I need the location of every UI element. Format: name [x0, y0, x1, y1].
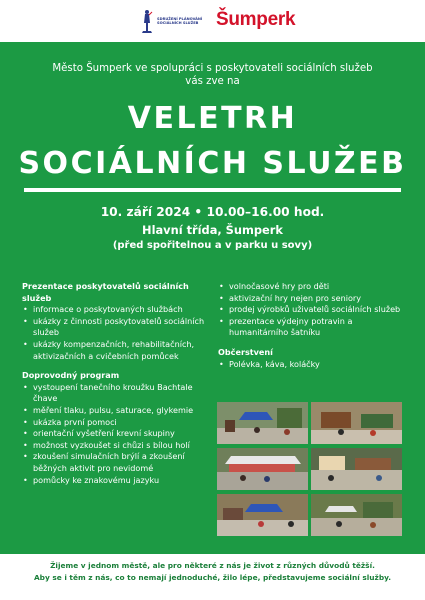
- list-item: • měření tlaku, pulsu, saturace, glykemie: [22, 405, 212, 417]
- intro-line-2: vás zve na: [185, 76, 240, 87]
- list-item: • prezentace výdejny potravin a humanitárního šatníku: [218, 316, 408, 339]
- list-item: • ukázka první pomoci: [22, 417, 212, 429]
- statue-icon: [140, 9, 154, 33]
- left-column: [22, 281, 212, 486]
- list-item: • volnočasové hry pro děti: [218, 281, 408, 293]
- left-logo-line-2: SOCIÁLNÍCH SLUŽEB: [157, 21, 199, 25]
- left-logo-line-1: SDRUŽENÍ PLÁNOVÁNÍ: [157, 16, 203, 21]
- list-item: • ukázky z činnosti poskytovatelů sociálních služeb: [22, 316, 212, 339]
- photo-event-3: [217, 448, 308, 490]
- photo-collage: [217, 402, 405, 536]
- title-line-2: SOCIÁLNÍCH SLUŽEB: [18, 146, 407, 181]
- list-item: • informace o poskytovaných službách: [22, 304, 212, 316]
- intro-line-1: Město Šumperk ve spolupráci s poskytovateli sociálních služeb: [52, 63, 373, 74]
- list-item: • aktivizační hry nejen pro seniory: [218, 293, 408, 305]
- photo-event-2: [311, 402, 402, 444]
- presentation-list: [22, 304, 212, 362]
- list-item: • Polévka, káva, koláčky: [218, 359, 408, 371]
- list-item: • vystoupení tanečního kroužku Bachtale čhave: [22, 382, 212, 405]
- divider-rule: [24, 188, 401, 192]
- list-item: • možnost vyzkoušet si chůzi s bílou holí: [22, 440, 212, 452]
- list-item: • orientační vyšetření krevní skupiny: [22, 428, 212, 440]
- footer-line-2: Aby se i těm z nás, co to nemají jednoduché, žilo lépe, představujeme sociální služby.: [33, 573, 392, 582]
- photo-event-4: [311, 448, 402, 490]
- list-item: • ukázky kompenzačních, rehabilitačních, aktivizačních a cvičebních pomůcek: [22, 339, 212, 362]
- program-list: [22, 382, 212, 486]
- activities-list: [218, 281, 408, 339]
- header: [0, 0, 425, 42]
- event-place-note: (před spořitelnou a v parku u sovy): [112, 240, 313, 251]
- photo-event-5: [217, 494, 308, 536]
- spss-logo: [140, 8, 210, 34]
- footer-text: [0, 560, 425, 584]
- section-title-program: Doprovodný program: [22, 370, 120, 381]
- intro-text: [0, 62, 425, 88]
- footer-line-1: Žijeme v jednom městě, ale pro některé z nás je život z různých důvodů těžší.: [50, 561, 375, 570]
- right-column: [218, 281, 408, 370]
- sumperk-logo: Šumperk: [216, 9, 296, 30]
- section-title-refreshment: Občerstvení: [218, 346, 273, 357]
- photo-event-6: [311, 494, 402, 536]
- section-title-presentation: Prezentace poskytovatelů sociálních služeb: [22, 281, 189, 303]
- title-line-1: VELETRH: [127, 101, 298, 136]
- list-item: • pomůcky ke znakovému jazyku: [22, 475, 212, 487]
- list-item: • prodej výrobků uživatelů sociálních služeb: [218, 304, 408, 316]
- refreshment-list: [218, 359, 408, 371]
- event-date: 10. září 2024 • 10.00–16.00 hod.: [100, 205, 325, 219]
- photo-event-1: [217, 402, 308, 444]
- event-place: Hlavní třída, Šumperk: [142, 223, 283, 237]
- list-item: • zkoušení simulačních brýlí a zkoušení běžných aktivit pro nevidomé: [22, 451, 212, 474]
